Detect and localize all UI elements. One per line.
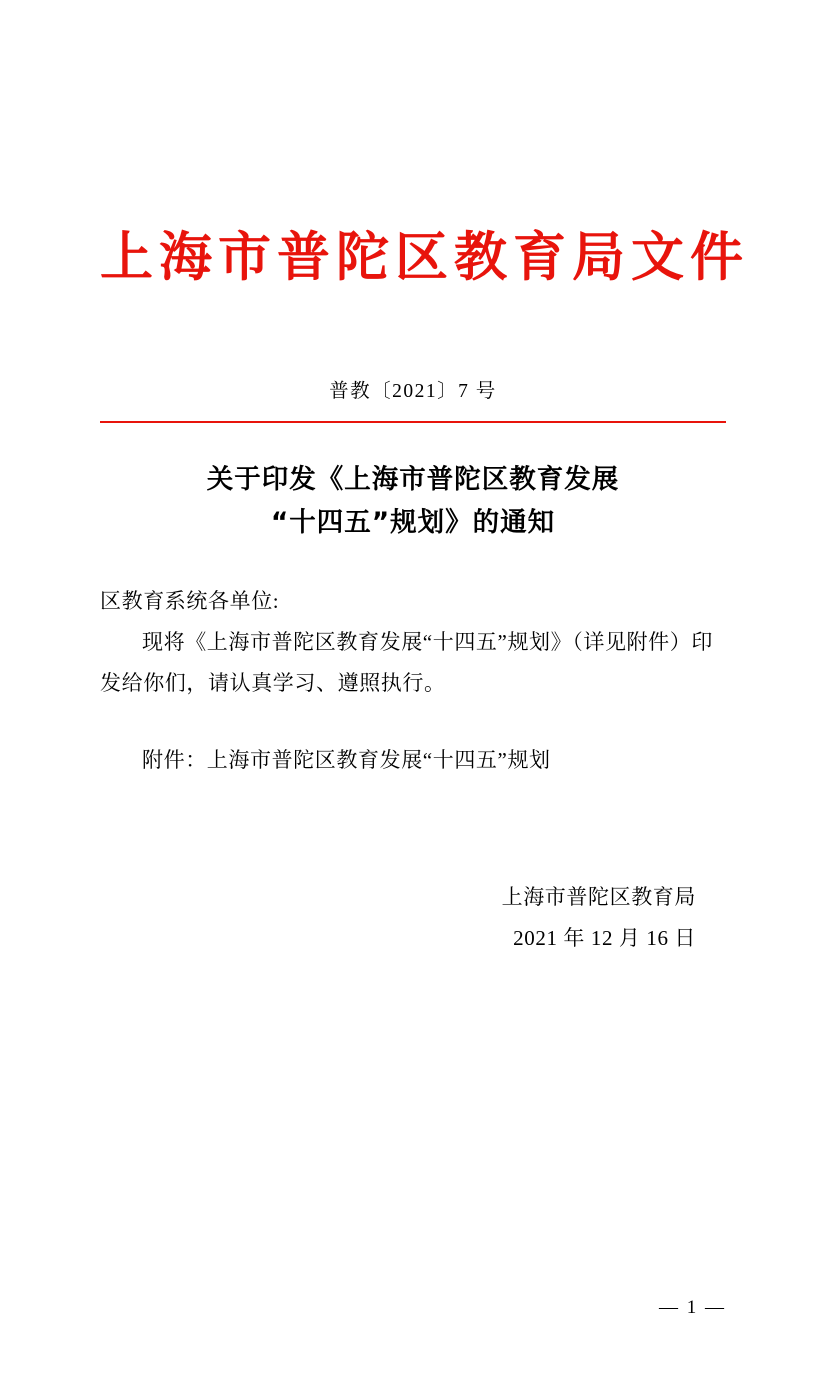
masthead	[100, 227, 749, 289]
page-title-line-2: “十四五”规划》的通知	[270, 507, 556, 539]
masthead-title: 上海市普陀区教育局文件	[100, 227, 749, 288]
red-divider-rule	[100, 421, 726, 424]
page-title-line-1: 关于印发《上海市普陀区教育发展	[206, 464, 620, 496]
document-number: 普教〔2021〕7 号	[329, 380, 497, 402]
salutation: 区教育系统各单位:	[100, 589, 280, 614]
body-text	[100, 581, 726, 704]
page-number-footer: — 1 —	[659, 1297, 726, 1318]
document-page	[0, 228, 826, 1397]
body-paragraph-1: 现将《上海市普陀区教育发展“十四五”规划》（详见附件）印发给你们，请认真学习、遵照执行。	[100, 630, 713, 696]
signer-name: 上海市普陀区教育局	[501, 885, 696, 910]
attachment-line: 附件：上海市普陀区教育发展“十四五”规划	[142, 748, 551, 773]
signature-date: 2021 年 12 月 16 日	[513, 925, 696, 950]
signature-block	[100, 877, 726, 959]
page-title	[100, 459, 726, 545]
